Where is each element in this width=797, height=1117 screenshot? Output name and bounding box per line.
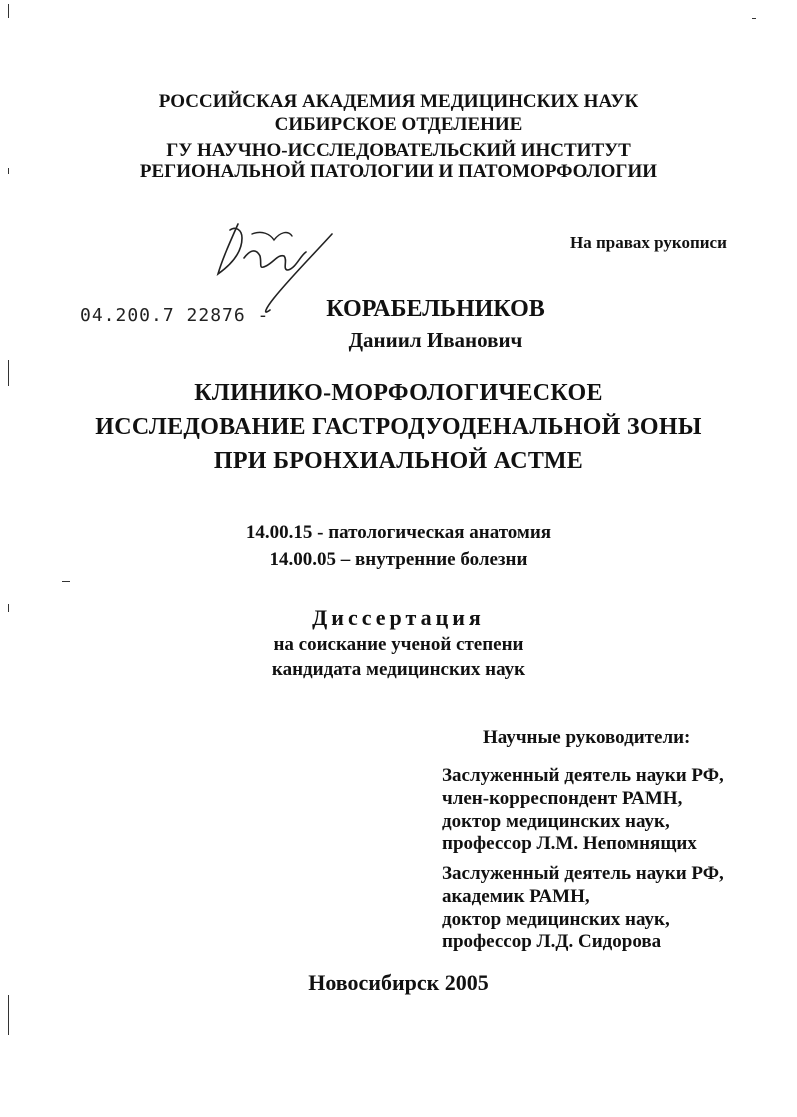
supervisor-1-line-1: Заслуженный деятель науки РФ, xyxy=(442,765,724,786)
scan-artifact xyxy=(752,18,756,19)
dissertation-label: Диссертация xyxy=(312,605,485,630)
branch-name: СИБИРСКОЕ ОТДЕЛЕНИЕ xyxy=(274,114,523,135)
dissertation-degree-line-2: кандидата медицинских наук xyxy=(271,659,526,680)
supervisor-2-line-2: академик РАМН, xyxy=(442,886,590,907)
dissertation-degree-line-1: на соискание ученой степени xyxy=(273,634,524,655)
scan-artifact xyxy=(62,581,70,582)
supervisor-1-line-3: доктор медицинских наук, xyxy=(442,811,670,832)
institute-line-2: РЕГИОНАЛЬНОЙ ПАТОЛОГИИ И ПАТОМОРФОЛОГИИ xyxy=(139,161,658,182)
manuscript-rights-note: На правах рукописи xyxy=(570,233,727,252)
supervisor-1-line-4: профессор Л.М. Непомнящих xyxy=(442,833,697,854)
specialty-2: 14.00.05 – внутренние болезни xyxy=(269,549,528,570)
institute-line-1: ГУ НАУЧНО-ИССЛЕДОВАТЕЛЬСКИЙ ИНСТИТУТ xyxy=(166,140,631,161)
supervisor-2-line-4: профессор Л.Д. Сидорова xyxy=(442,931,662,952)
supervisor-2-line-3: доктор медицинских наук, xyxy=(442,909,670,930)
author-name: Даниил Иванович xyxy=(348,328,523,352)
supervisors-heading: Научные руководители: xyxy=(483,727,691,748)
specialty-1: 14.00.15 - патологическая анатомия xyxy=(245,522,552,543)
title-line-3: ПРИ БРОНХИАЛЬНОЙ АСТМЕ xyxy=(213,448,584,474)
author-surname: КОРАБЕЛЬНИКОВ xyxy=(326,296,545,322)
supervisor-1-line-2: член-корреспондент РАМН, xyxy=(442,788,683,809)
scan-artifact xyxy=(8,995,9,1035)
title-line-1: КЛИНИКО-МОРФОЛОГИЧЕСКОЕ xyxy=(194,380,603,406)
academy-name: РОССИЙСКАЯ АКАДЕМИЯ МЕДИЦИНСКИХ НАУК xyxy=(158,91,639,112)
title-line-2: ИССЛЕДОВАНИЕ ГАСТРОДУОДЕНАЛЬНОЙ ЗОНЫ xyxy=(95,414,702,440)
city-year: Новосибирск 2005 xyxy=(308,970,489,995)
registration-number: 04.200.7 22876 - xyxy=(80,305,270,326)
supervisor-2-line-1: Заслуженный деятель науки РФ, xyxy=(442,863,724,884)
scan-artifact xyxy=(8,4,9,18)
